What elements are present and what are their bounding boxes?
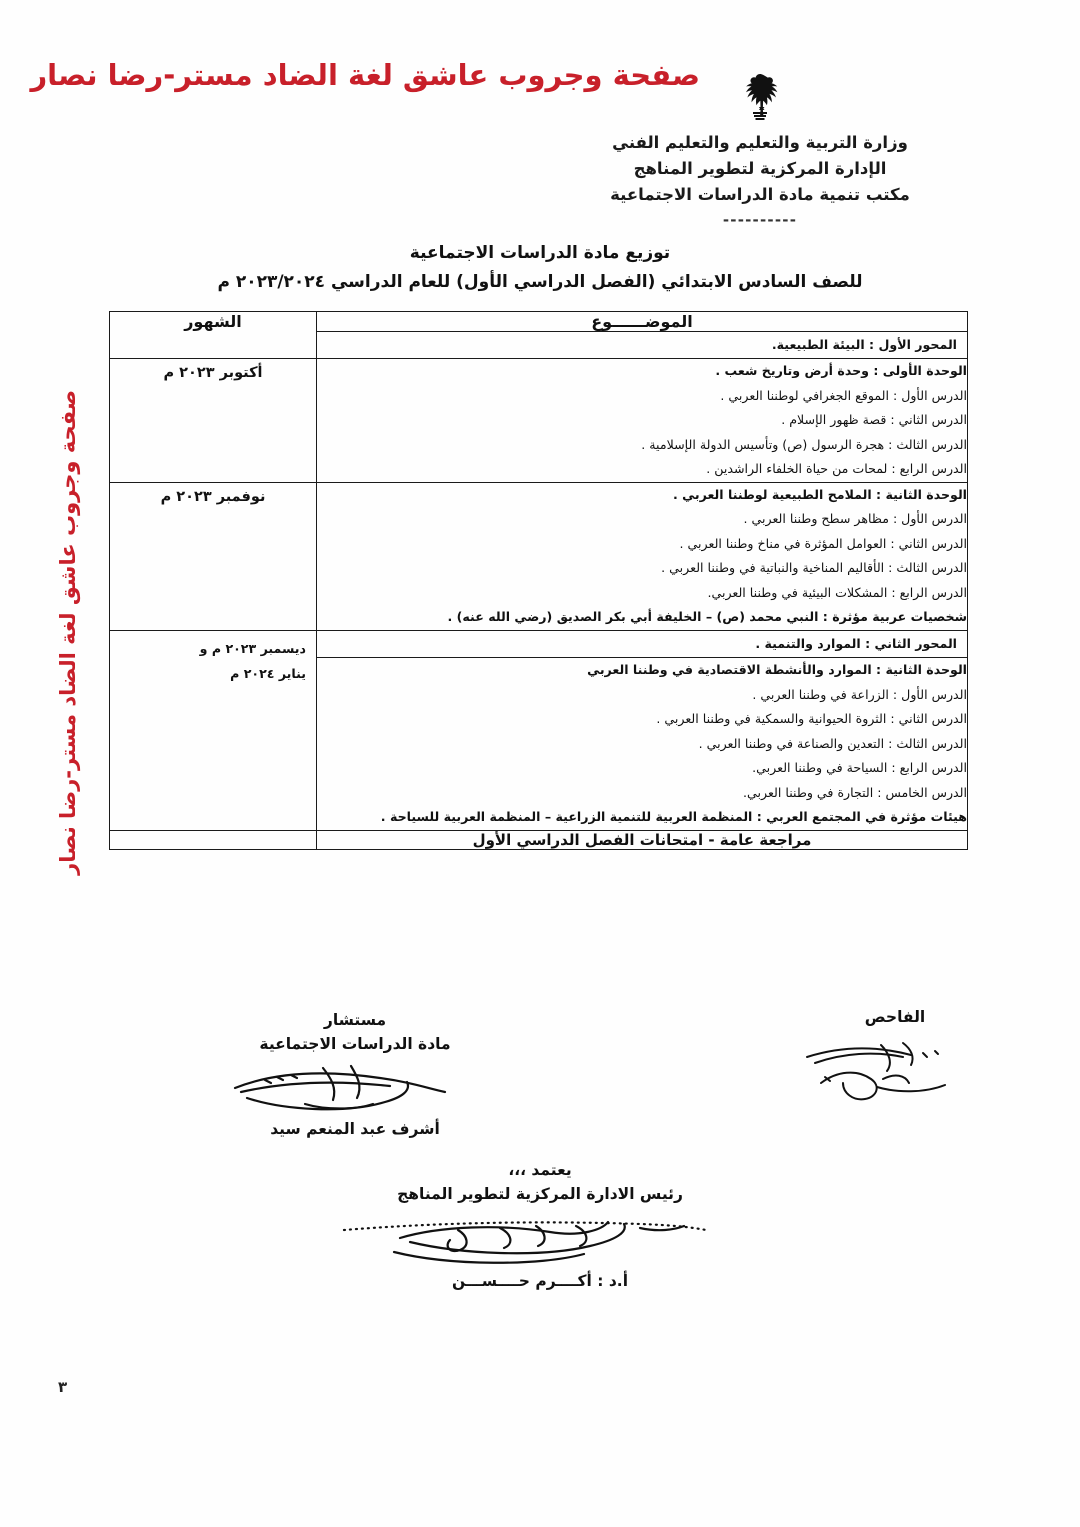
review-label: مراجعة عامة - امتحانات الفصل الدراسي الأول [317, 830, 968, 849]
list-item: الدرس الأول : مظاهر سطح وطننا العربي . [743, 511, 967, 527]
ministry-line-2: الإدارة المركزية لتطوير المناهج [633, 159, 887, 179]
watermark-side-text [56, 0, 80, 875]
list-item: الدرس الرابع : لمحات من حياة الخلفاء الراشدين . [706, 461, 967, 477]
watermark-top-text: صفحة وجروب عاشق لغة الضاد مستر-رضا نصار [30, 58, 700, 92]
distribution-table [109, 311, 968, 850]
list-item: هيئات مؤثرة في المجتمع العربي : المنظمة العربية للتنمية الزراعية – المنظمة العربية للسياحة . [380, 809, 967, 825]
list-item: الدرس الثاني : قصة ظهور الإسلام . [781, 412, 967, 428]
list-item: الوحدة الأولى : وحدة أرض وتاريخ شعب . [715, 363, 967, 378]
advisor-name: أشرف عبد المنعم سيد [270, 1120, 440, 1139]
month-cell-november: نوفمبر ٢٠٢٣ م [110, 482, 317, 630]
topic-cell-october [317, 359, 968, 483]
list-item: الدرس الثالث : هجرة الرسول (ص) وتأسيس الدولة الإسلامية . [641, 436, 967, 452]
list-item: شخصيات عربية مؤثرة : النبي محمد (ص) – الخليفة أبي بكر الصديق (رضي الله عنه) . [447, 609, 967, 625]
column-header-months: الشهور [110, 312, 317, 359]
list-item: الدرس الثالث : الأقاليم المناخية والنباتية في وطننا العربي . [661, 560, 967, 576]
table-row [110, 482, 968, 630]
axis-label-1: المحور الأول : البيئة الطبيعية. [317, 332, 968, 359]
list-item: الدرس الأول : الزراعة في وطننا العربي . [752, 686, 967, 702]
list-item: الدرس الثالث : التعدين والصناعة في وطننا العربي . [698, 735, 967, 751]
approval-line-2: رئيس الادارة المركزية لتطوير المناهج [397, 1185, 683, 1204]
topic-cell-december-january [317, 658, 968, 831]
month-line-2: يناير ٢٠٢٤ م [230, 666, 306, 682]
list-item: الدرس الرابع : السياحة في وطننا العربي. [752, 760, 967, 776]
list-item: الوحدة الثانية : الملامح الطبيعية لوطننا العربي . [672, 486, 967, 502]
watermark-side-label: صفحة وجروب عاشق لغة الضاد مستر-رضا نصار [56, 390, 80, 875]
review-month-cell-empty [110, 830, 317, 849]
advisor-signature-block [190, 1008, 520, 1138]
topic-cell-november [317, 482, 968, 630]
month-cell-december-january [110, 631, 317, 831]
table-row [110, 359, 968, 483]
list-item: الوحدة الثانية : الموارد والأنشطة الاقتصادية في وطننا العربي [587, 662, 967, 678]
ministry-divider: ---------- [722, 211, 798, 230]
axis-label-2: المحور الثاني : الموارد والتنمية . [317, 631, 968, 658]
list-item: الدرس الأول : الموقع الجغرافي لوطننا العربي . [720, 387, 967, 403]
axis-row-2 [110, 631, 968, 658]
review-row [110, 830, 968, 849]
advisor-handwritten-signature-icon [205, 1058, 505, 1118]
ministry-line-3: مكتب تنمية مادة الدراسات الاجتماعية [610, 185, 910, 205]
approval-handwritten-signature-icon [340, 1208, 740, 1270]
page-title: توزيع مادة الدراسات الاجتماعية [409, 243, 671, 263]
month-cell-october: أكتوبر ٢٠٢٣ م [110, 359, 317, 483]
list-item: الدرس الرابع : المشكلات البيئية في وطننا العربي. [707, 584, 967, 600]
approval-block [330, 1158, 750, 1290]
advisor-role-line-1: مستشار [323, 1011, 387, 1029]
document-title-block [110, 243, 970, 292]
column-header-topic: الموضــــــوع [317, 312, 968, 332]
ministry-header [500, 72, 1020, 229]
list-item: الدرس الثاني : الثروة الحيوانية والسمكية في وطننا العربي . [656, 711, 967, 727]
egypt-eagle-emblem-icon [740, 72, 780, 124]
examiner-role: الفاحص [864, 1008, 926, 1026]
ministry-line-1: وزارة التربية والتعليم والتعليم الفني [612, 133, 908, 152]
page-subtitle: للصف السادس الابتدائي (الفصل الدراسي الأول) للعام الدراسي ٢٠٢٣/٢٠٢٤ م [217, 272, 863, 292]
month-line-1: ديسمبر ٢٠٢٣ م و [199, 641, 306, 657]
table-header-row [110, 312, 968, 332]
list-item: الدرس الخامس : التجارة في وطننا العربي. [743, 784, 967, 800]
examiner-signature-block [770, 1005, 1020, 1108]
approval-line-1: يعتمد ،،، [508, 1161, 572, 1179]
advisor-role-line-2: مادة الدراسات الاجتماعية [259, 1035, 451, 1054]
examiner-handwritten-signature-icon [785, 1031, 1005, 1106]
list-item: الدرس الثاني : العوامل المؤثرة في مناخ وطننا العربي . [679, 535, 967, 551]
page-number: ٣ [58, 1378, 68, 1396]
approval-name: أ.د : أكــــرم حــــســـن [451, 1272, 629, 1291]
